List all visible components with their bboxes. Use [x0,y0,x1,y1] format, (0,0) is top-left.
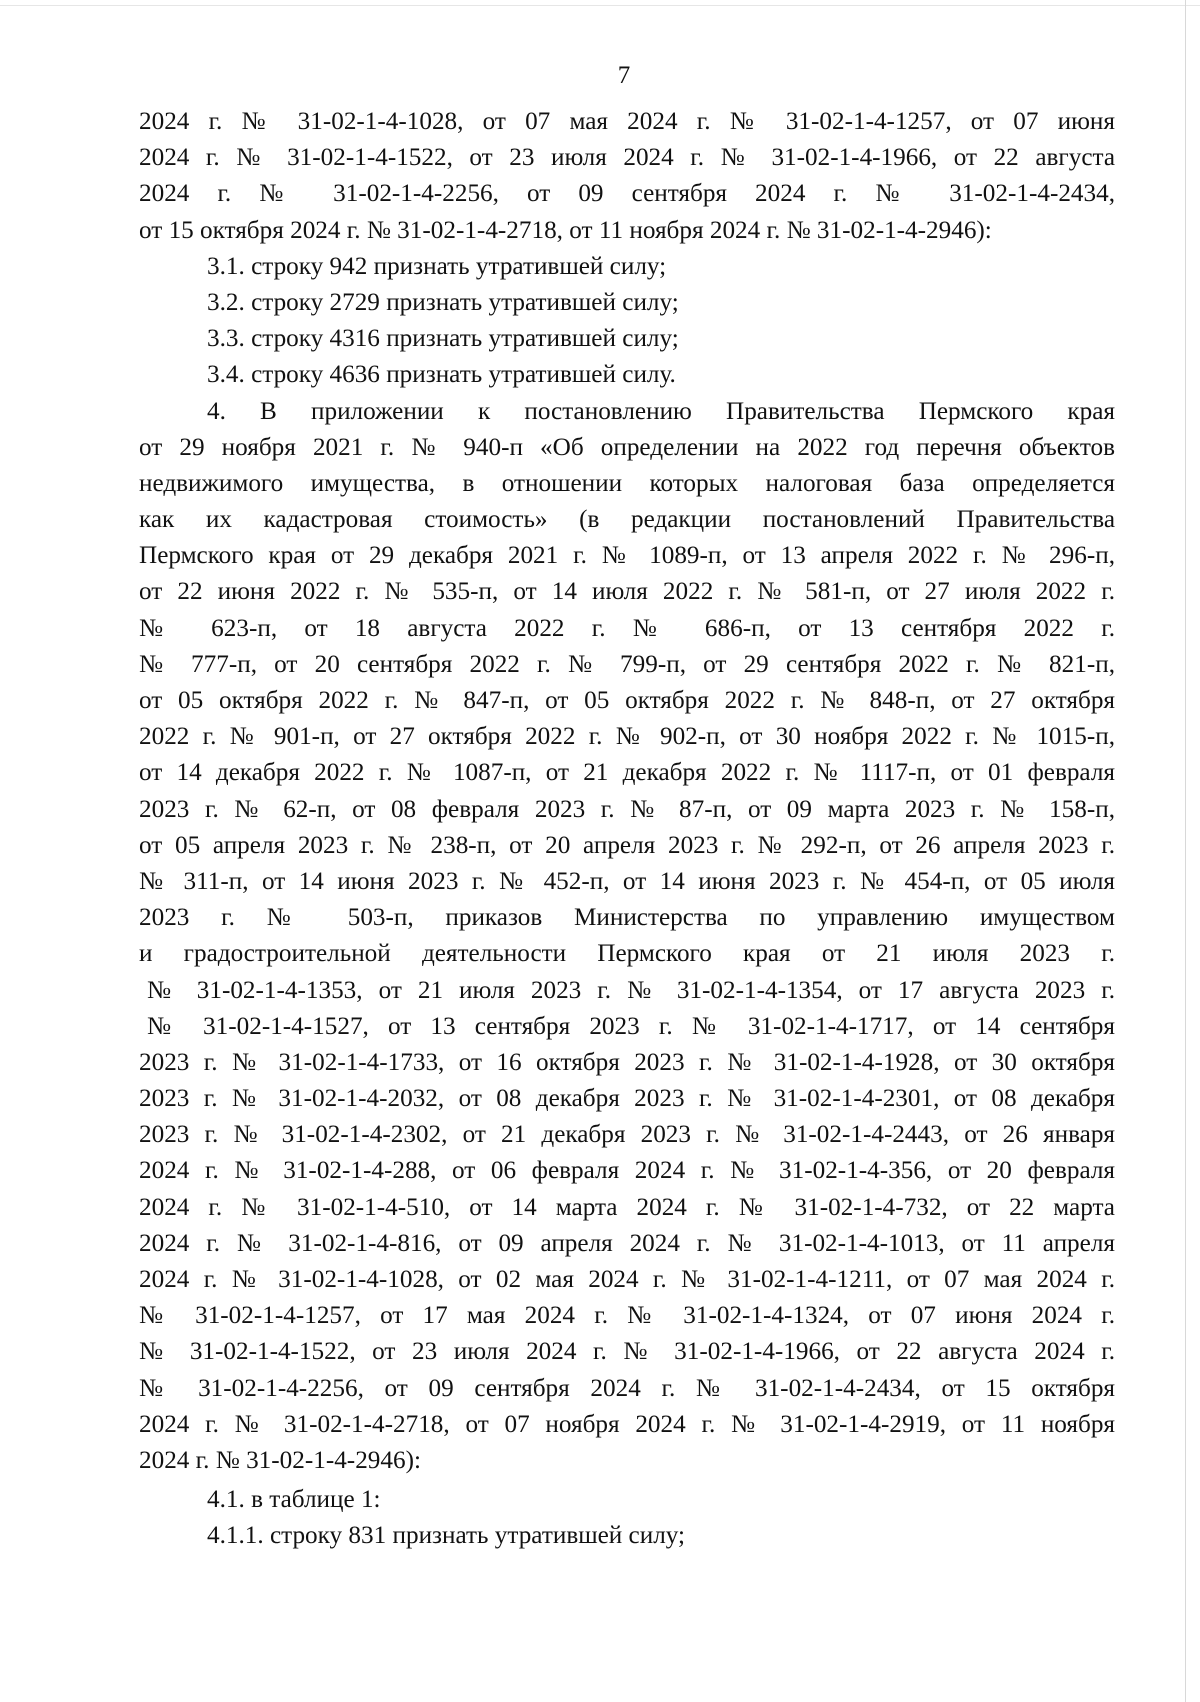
text-line: от 15 октября 2024 г. № 31-02-1-4-2718, от 11 ноября 2024 г. № 31-02-1-4-2946): [139,216,992,244]
text-line: как их кадастровая стоимость» (в редакции постановлений Правительства [139,506,1115,534]
text-line: 2023 г. № 503-п, приказов Министерства по управлению имуществом [139,904,1115,932]
page-number: 7 [617,62,631,89]
text-line: 2024 г. № 31-02-1-4-1028, от 02 мая 2024 г. № 31-02-1-4-1211, от 07 мая 2024 г. [139,1266,1115,1293]
list-item: 4.1.1. строку 831 признать утратившей силу; [207,1522,686,1550]
text-line: от 22 июня 2022 г. № 535-п, от 14 июля 2022 г. № 581-п, от 27 июля 2022 г. [139,578,1115,606]
list-item: 4.1. в таблице 1: [207,1486,381,1514]
text-line: № 777-п, от 20 сентября 2022 г. № 799-п, от 29 сентября 2022 г. № 821-п, [139,650,1115,678]
list-item: 3.4. строку 4636 признать утратившей силу. [207,361,676,389]
text-line: 2023 г. № 62-п, от 08 февраля 2023 г. № 87-п, от 09 марта 2023 г. № 158-п, [139,795,1115,823]
text-line: 2024 г. № 31-02-1-4-288, от 06 февраля 2024 г. № 31-02-1-4-356, от 20 февраля [139,1157,1115,1185]
text-line: 2023 г. № 31-02-1-4-1733, от 16 октября 2023 г. № 31-02-1-4-1928, от 30 октября [139,1048,1115,1076]
text-line: № 31-02-1-4-1527, от 13 сентября 2023 г. № 31-02-1-4-1717, от 14 сентября [147,1012,1115,1040]
text-line: № 31-02-1-4-1257, от 17 мая 2024 г. № 31-02-1-4-1324, от 07 июня 2024 г. [139,1302,1115,1330]
top-paragraph [139,104,1115,249]
text-line: № 31-02-1-4-1353, от 21 июля 2023 г. № 31-02-1-4-1354, от 17 августа 2023 г. [147,976,1115,1004]
list-item: 3.3. строку 4316 признать утратившей силу; [207,325,679,353]
text-line: 2024 г. № 31-02-1-4-2256, от 09 сентября 2024 г. № 31-02-1-4-2434, [139,180,1115,208]
scan-edge-top [0,5,1200,6]
text-line: № 31-02-1-4-1522, от 23 июля 2024 г. № 31-02-1-4-1966, от 22 августа 2024 г. [139,1338,1115,1366]
text-line: 2024 г. № 31-02-1-4-816, от 09 апреля 2024 г. № 31-02-1-4-1013, от 11 апреля [139,1229,1115,1257]
paragraph-4 [139,394,1115,1480]
text-line: 2023 г. № 31-02-1-4-2302, от 21 декабря 2023 г. № 31-02-1-4-2443, от 26 января [139,1121,1115,1149]
text-line: № 31-02-1-4-2256, от 09 сентября 2024 г. № 31-02-1-4-2434, от 15 октября [139,1374,1115,1402]
scan-edge-right [1185,0,1186,1702]
text-line: 2024 г. № 31-02-1-4-2718, от 07 ноября 2024 г. № 31-02-1-4-2919, от 11 ноября [139,1410,1115,1438]
text-line: 2023 г. № 31-02-1-4-2032, от 08 декабря 2023 г. № 31-02-1-4-2301, от 08 декабря [139,1085,1115,1113]
text-line: 2024 г. № 31-02-1-4-1028, от 07 мая 2024 г. № 31-02-1-4-1257, от 07 июня [139,108,1115,135]
text-line: Пермского края от 29 декабря 2021 г. № 1089-п, от 13 апреля 2022 г. № 296-п, [139,542,1115,570]
text-line: недвижимого имущества, в отношении которых налоговая база определяется [139,469,1115,497]
items-4-list [139,1482,1115,1554]
text-line: от 29 ноября 2021 г. № 940-п «Об определении на 2022 год перечня объектов [139,433,1115,461]
text-line: 2024 г. № 31-02-1-4-1522, от 23 июля 2024 г. № 31-02-1-4-1966, от 22 августа [139,144,1115,172]
text-line: № 311-п, от 14 июня 2023 г. № 452-п, от 14 июня 2023 г. № 454-п, от 05 июля [139,867,1115,895]
document-body [139,104,1115,1555]
text-line: от 05 октября 2022 г. № 847-п, от 05 октября 2022 г. № 848-п, от 27 октября [139,687,1115,714]
text-line: от 05 апреля 2023 г. № 238-п, от 20 апреля 2023 г. № 292-п, от 26 апреля 2023 г. [139,831,1115,859]
text-line: № 623-п, от 18 августа 2022 г. № 686-п, от 13 сентября 2022 г. [139,614,1115,642]
text-line: 2024 г. № 31-02-1-4-2946): [139,1446,421,1474]
text-line: от 14 декабря 2022 г. № 1087-п, от 21 декабря 2022 г. № 1117-п, от 01 февраля [139,759,1115,787]
text-line: 2024 г. № 31-02-1-4-510, от 14 марта 2024 г. № 31-02-1-4-732, от 22 марта [139,1193,1115,1221]
text-line: 4. В приложении к постановлению Правительства Пермского края [207,397,1115,425]
list-item: 3.2. строку 2729 признать утратившей силу; [207,288,679,316]
items-3-list [139,249,1115,394]
text-line: 2022 г. № 901-п, от 27 октября 2022 г. № 902-п, от 30 ноября 2022 г. № 1015-п, [139,723,1115,751]
text-line: и градостроительной деятельности Пермского края от 21 июля 2023 г. [139,940,1115,968]
list-item: 3.1. строку 942 признать утратившей силу; [207,252,667,280]
